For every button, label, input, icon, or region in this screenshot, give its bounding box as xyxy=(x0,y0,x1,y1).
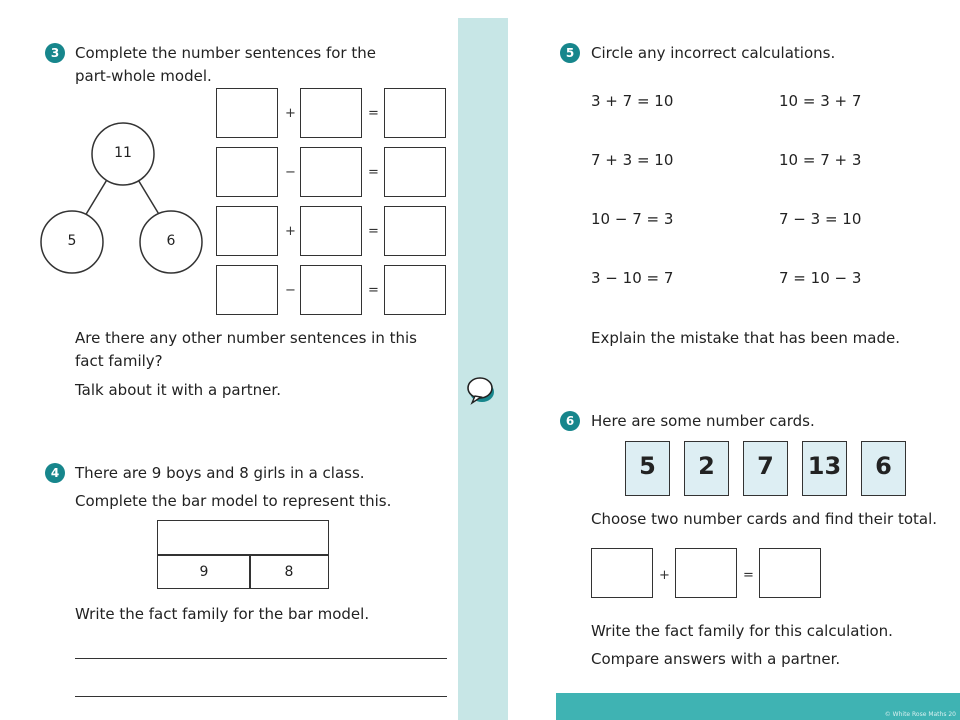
q6-prompt: Here are some number cards. xyxy=(591,412,815,430)
number-card-value: 7 xyxy=(757,452,774,480)
calculation[interactable]: 7 − 3 = 10 xyxy=(779,210,862,228)
calculation[interactable]: 10 = 7 + 3 xyxy=(779,151,862,169)
equals-sign: = xyxy=(368,224,379,239)
equals-sign: = xyxy=(368,165,379,180)
plus-sign: + xyxy=(659,568,670,583)
answer-box[interactable] xyxy=(591,548,653,598)
answer-box[interactable] xyxy=(384,206,446,256)
part-whole-model xyxy=(40,118,205,278)
number-card[interactable] xyxy=(802,441,847,496)
whole-value: 11 xyxy=(114,145,132,161)
equals-sign: = xyxy=(368,106,379,121)
calculation[interactable]: 10 = 3 + 7 xyxy=(779,92,862,110)
number-card-value: 5 xyxy=(639,452,656,480)
answer-box[interactable] xyxy=(300,147,362,197)
answer-box[interactable] xyxy=(300,88,362,138)
center-strip xyxy=(458,18,508,720)
number-card[interactable] xyxy=(861,441,906,496)
q6-compare: Compare answers with a partner. xyxy=(591,650,841,668)
q3-other-line2: fact family? xyxy=(75,352,163,370)
answer-box[interactable] xyxy=(384,88,446,138)
number-card[interactable] xyxy=(684,441,729,496)
q3-prompt-line2: part-whole model. xyxy=(75,67,212,85)
number-card-value: 6 xyxy=(875,452,892,480)
number-card[interactable] xyxy=(743,441,788,496)
q4-write: Write the fact family for the bar model. xyxy=(75,605,370,623)
question-number-5: 5 xyxy=(560,43,580,63)
answer-box[interactable] xyxy=(216,88,278,138)
calculation[interactable]: 3 + 7 = 10 xyxy=(591,92,674,110)
answer-box[interactable] xyxy=(384,265,446,315)
answer-box[interactable] xyxy=(759,548,821,598)
operator: + xyxy=(285,106,296,121)
q4-prompt-line2: Complete the bar model to represent this. xyxy=(75,492,392,510)
answer-box[interactable] xyxy=(216,147,278,197)
footer-credit: © White Rose Maths 20 xyxy=(884,711,956,718)
number-card[interactable] xyxy=(625,441,670,496)
question-number-3: 3 xyxy=(45,43,65,63)
q3-prompt-line1: Complete the number sentences for the xyxy=(75,44,376,62)
calculation[interactable]: 7 + 3 = 10 xyxy=(591,151,674,169)
q6-choose: Choose two number cards and find their total. xyxy=(591,510,938,528)
q4-prompt-line1: There are 9 boys and 8 girls in a class. xyxy=(75,464,365,482)
answer-box[interactable] xyxy=(384,147,446,197)
calculation[interactable]: 10 − 7 = 3 xyxy=(591,210,674,228)
calculation[interactable]: 3 − 10 = 7 xyxy=(591,269,674,287)
equals-sign: = xyxy=(743,568,754,583)
footer-band xyxy=(556,693,960,720)
number-card-value: 2 xyxy=(698,452,715,480)
bar-model-part-left: 9 xyxy=(157,555,251,589)
operator: − xyxy=(285,283,296,298)
q6-write: Write the fact family for this calculation. xyxy=(591,622,893,640)
question-number-6: 6 xyxy=(560,411,580,431)
answer-line[interactable] xyxy=(75,696,447,697)
part-left-value: 5 xyxy=(67,233,77,249)
q3-talk: Talk about it with a partner. xyxy=(75,381,281,399)
answer-box[interactable] xyxy=(216,265,278,315)
number-card-value: 13 xyxy=(807,452,842,480)
answer-box[interactable] xyxy=(675,548,737,598)
part-right-value: 6 xyxy=(166,233,176,249)
calculation[interactable]: 7 = 10 − 3 xyxy=(779,269,862,287)
answer-box[interactable] xyxy=(216,206,278,256)
speech-bubble-icon xyxy=(466,375,496,407)
bar-model-part-right: 8 xyxy=(249,555,329,589)
bar-model-whole[interactable] xyxy=(157,520,329,555)
q3-other-line1: Are there any other number sentences in this xyxy=(75,329,417,347)
answer-box[interactable] xyxy=(300,265,362,315)
answer-line[interactable] xyxy=(75,658,447,659)
answer-box[interactable] xyxy=(300,206,362,256)
operator: + xyxy=(285,224,296,239)
question-number-4: 4 xyxy=(45,463,65,483)
operator: − xyxy=(285,165,296,180)
q5-explain: Explain the mistake that has been made. xyxy=(591,329,900,347)
q5-prompt: Circle any incorrect calculations. xyxy=(591,44,836,62)
equals-sign: = xyxy=(368,283,379,298)
